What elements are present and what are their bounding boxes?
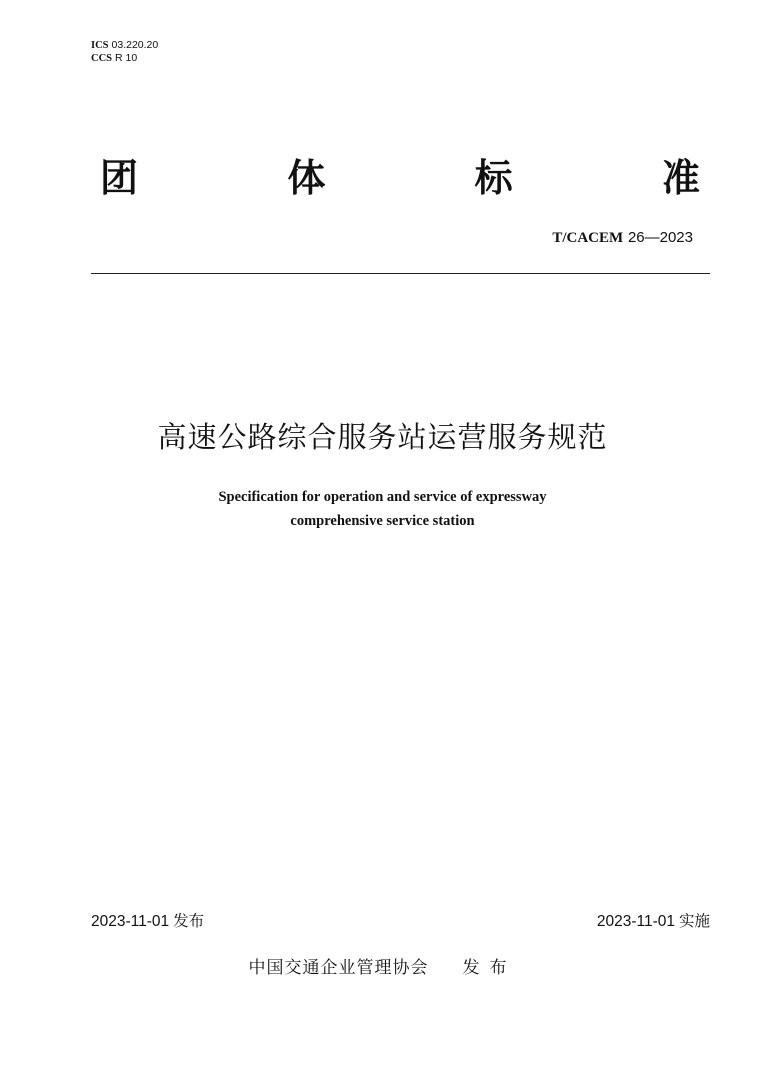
- implementation-date-value: 2023-11-01: [596, 913, 675, 930]
- ics-code: [91, 39, 158, 52]
- publisher-organization: 中国交通企业管理协会: [248, 958, 429, 978]
- implementation-date-label: 实施: [678, 912, 710, 930]
- chinese-title: 高速公路综合服务站运营服务规范: [157, 420, 608, 454]
- standard-type-heading: [100, 150, 700, 206]
- standard-type-char: 标: [474, 156, 513, 200]
- standard-number: [552, 228, 693, 247]
- ics-label: ICS: [91, 40, 109, 51]
- standard-number-value: 26—2023: [627, 229, 693, 246]
- publisher-line: [0, 955, 765, 981]
- ccs-label: CCS: [91, 53, 113, 64]
- release-date-value: 2023-11-01: [91, 913, 170, 930]
- release-date-label: 发布: [173, 912, 205, 930]
- header-divider: [91, 273, 710, 274]
- ccs-code: [91, 52, 158, 65]
- english-title-line: comprehensive service station: [290, 513, 475, 529]
- implementation-date: [597, 909, 710, 931]
- standard-number-prefix: T/CACEM: [552, 230, 624, 246]
- ics-value: 03.220.20: [111, 39, 159, 51]
- release-date: [91, 909, 204, 931]
- english-title-line: Specification for operation and service of expressway: [218, 489, 547, 505]
- publisher-action: 发布: [462, 958, 517, 978]
- standard-type-char: 团: [100, 156, 139, 200]
- standard-type-char: 体: [287, 156, 326, 200]
- classification-codes: [91, 39, 158, 65]
- standard-type-char: 准: [661, 156, 700, 200]
- date-row: [91, 908, 710, 932]
- ccs-value: R 10: [115, 52, 138, 64]
- english-title: [0, 485, 765, 533]
